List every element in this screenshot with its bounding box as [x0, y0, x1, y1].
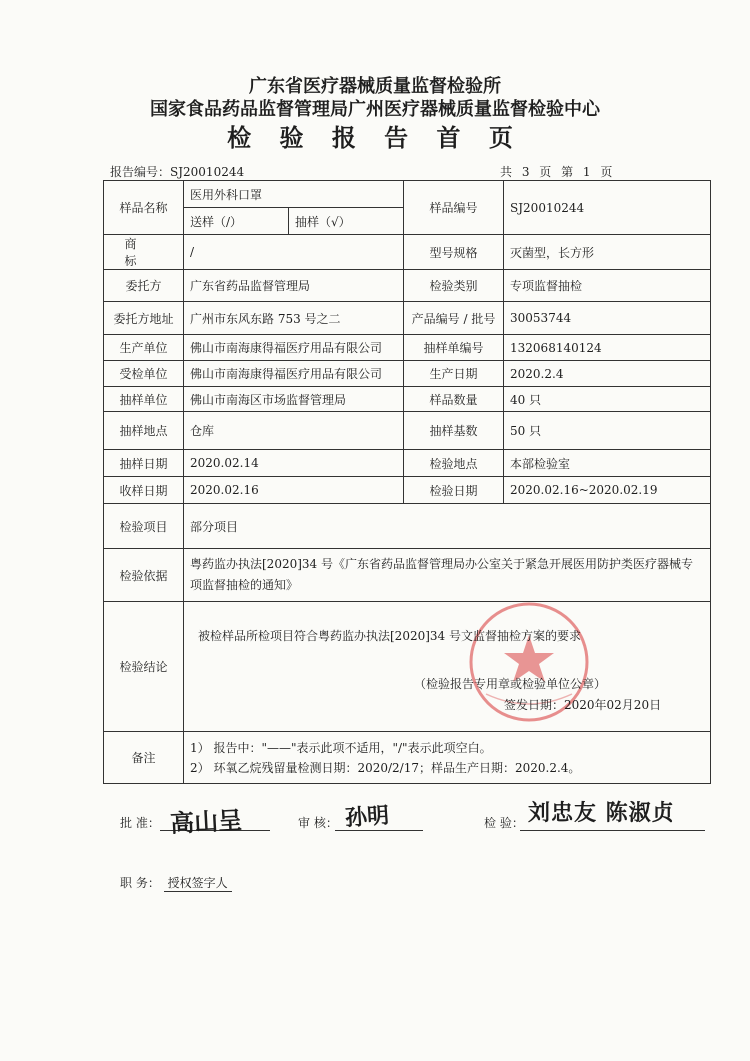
sampler: 佛山市南海区市场监督管理局 — [184, 387, 404, 412]
sampling-base: 50 只 — [504, 412, 711, 450]
center-name: 国家食品药品监督管理局广州医疗器械质量监督检验中心 — [150, 99, 600, 120]
stamp-note: （检验报告专用章或检验单位公章） — [414, 677, 607, 691]
sample-no-label: 样品编号 — [404, 181, 504, 235]
inspected-label: 受检单位 — [104, 361, 184, 387]
inspected: 佛山市南海康得福医疗用品有限公司 — [184, 361, 404, 387]
review-label: 审 核： — [298, 816, 338, 830]
batch-label: 产品编号 / 批号 — [404, 302, 504, 335]
test-place: 本部检验室 — [504, 450, 711, 477]
sample-name: 医用外科口罩 — [184, 181, 404, 208]
items: 部分项目 — [184, 504, 711, 549]
sample-no: SJ20010244 — [504, 181, 711, 235]
institute-name: 广东省医疗器械质量监督检验所 — [249, 76, 501, 97]
sampling-no-label: 抽样单编号 — [404, 335, 504, 361]
client-addr-label: 委托方地址 — [104, 302, 184, 335]
sample-qty: 40 只 — [504, 387, 711, 412]
review-signature: 孙明 — [344, 803, 390, 832]
test-date: 2020.02.16~2020.02.19 — [504, 477, 711, 504]
conclusion-text: 被检样品所检项目符合粤药监办执法[2020]34 号文监督抽检方案的要求 — [198, 629, 581, 643]
test-date-label: 检验日期 — [404, 477, 504, 504]
category-label: 检验类别 — [404, 270, 504, 302]
producer-label: 生产单位 — [104, 335, 184, 361]
items-label: 检验项目 — [104, 504, 184, 549]
sample-qty-label: 样品数量 — [404, 387, 504, 412]
sampler-label: 抽样单位 — [104, 387, 184, 412]
producer: 佛山市南海康得福医疗用品有限公司 — [184, 335, 404, 361]
model-label: 型号规格 — [404, 235, 504, 270]
inspect-signature: 刘忠友 陈淑贞 — [528, 801, 675, 826]
sampling-date: 2020.02.14 — [184, 450, 404, 477]
conclusion-label: 检验结论 — [104, 602, 184, 732]
report-number: 报告编号：SJ20010244 — [110, 165, 245, 179]
trademark-label: 商 标 — [104, 235, 184, 270]
remarks — [184, 732, 711, 784]
duty-row — [120, 874, 232, 891]
approve-signature: 高山呈 — [169, 806, 243, 838]
client-addr: 广州市东风东路 753 号之二 — [184, 302, 404, 335]
sample-name-label: 样品名称 — [104, 181, 184, 235]
remark-2: 2） 环氧乙烷残留量检测日期：2020/2/17；样品生产日期：2020.2.4。 — [190, 760, 581, 775]
spot-sample: 抽样（√） — [289, 208, 404, 235]
trademark: / — [184, 235, 404, 270]
sampling-place: 仓库 — [184, 412, 404, 450]
inspect-label: 检 验： — [484, 816, 524, 830]
issue-date: 签发日期：2020年02月20日 — [504, 698, 662, 712]
model: 灭菌型，长方形 — [504, 235, 711, 270]
signature-row — [0, 800, 750, 850]
duty-label: 职 务： — [120, 876, 160, 890]
sampling-date-label: 抽样日期 — [104, 450, 184, 477]
remarks-label: 备注 — [104, 732, 184, 784]
receive-date: 2020.02.16 — [184, 477, 404, 504]
prod-date: 2020.2.4 — [504, 361, 711, 387]
send-sample: 送样（/） — [184, 208, 289, 235]
client: 广东省药品监督管理局 — [184, 270, 404, 302]
duty-value: 授权签字人 — [164, 876, 232, 892]
remark-1: 1） 报告中："——"表示此项不适用，"/"表示此项空白。 — [190, 740, 492, 755]
report-title: 检 验 报 告 首 页 — [227, 124, 523, 152]
sampling-no: 132068140124 — [504, 335, 711, 361]
basis: 粤药监办执法[2020]34 号《广东省药品监督管理局办公室关于紧急开展医用防护类医疗器械专项监督抽检的通知》 — [184, 549, 711, 602]
conclusion-cell — [184, 602, 711, 732]
report-table — [103, 180, 711, 784]
approve-label: 批 准： — [120, 816, 160, 830]
basis-label: 检验依据 — [104, 549, 184, 602]
client-label: 委托方 — [104, 270, 184, 302]
page-info: 共 3 页 第 1 页 — [500, 165, 613, 179]
test-place-label: 检验地点 — [404, 450, 504, 477]
batch: 30053744 — [504, 302, 711, 335]
category: 专项监督抽检 — [504, 270, 711, 302]
sampling-place-label: 抽样地点 — [104, 412, 184, 450]
prod-date-label: 生产日期 — [404, 361, 504, 387]
sampling-base-label: 抽样基数 — [404, 412, 504, 450]
inspect-line — [520, 830, 705, 831]
receive-date-label: 收样日期 — [104, 477, 184, 504]
